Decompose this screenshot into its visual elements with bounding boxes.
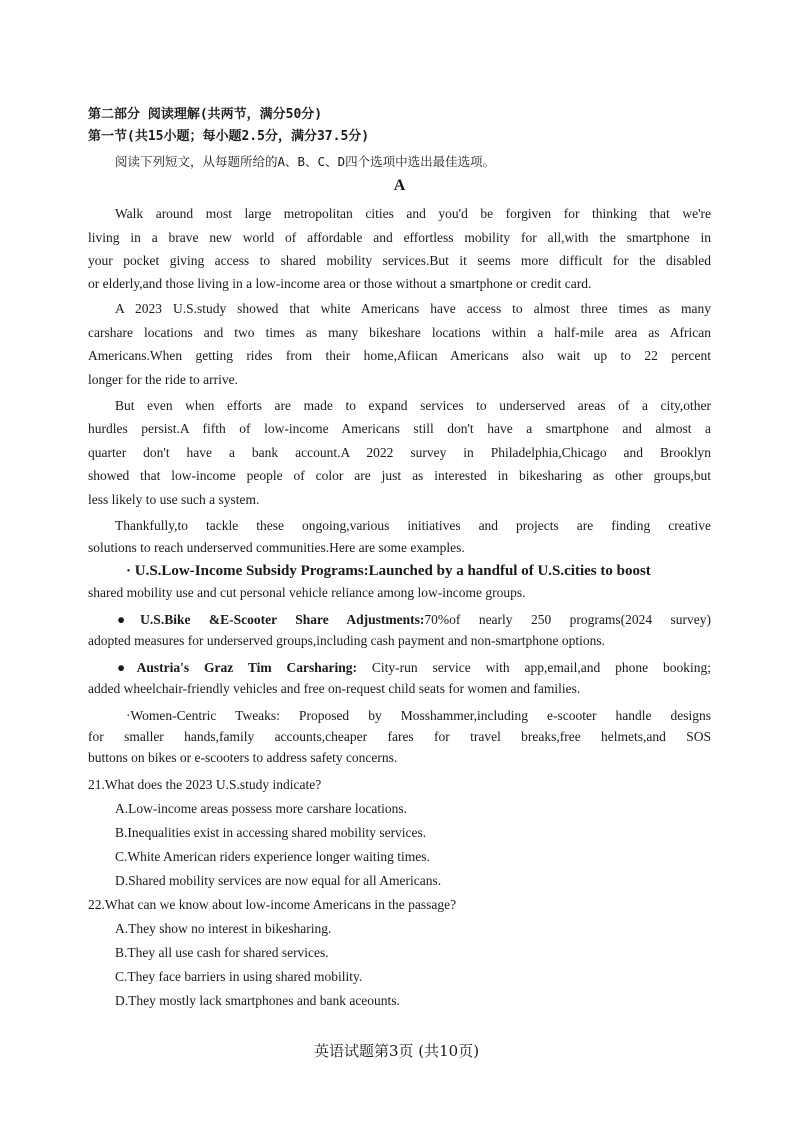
bullet-2-title: ●U.S.Bike &E-Scooter Share Adjustments: (117, 612, 425, 627)
bullet-4-line-1: ·Women-Centric Tweaks: Proposed by Mosshammer,including e-scooter handle designs (126, 708, 711, 723)
paragraph-2-line-1: A 2023 U.S.study showed that white Americans have access to almost three times as many (115, 301, 711, 316)
bullet-4-line-3: buttons on bikes or e-scooters to address safety concerns. (88, 750, 398, 765)
bullet-4-line-2: for smaller hands,family accounts,cheaper fares for travel breaks,free helmets,and SOS (88, 729, 711, 744)
bullet-3-text: City-run service with app,email,and phone booking; (357, 660, 712, 675)
question-21-stem: 21.What does the 2023 U.S.study indicate? (88, 777, 322, 792)
paragraph-3-line-3: quarter don't have a bank account.A 2022 survey in Philadelphia,Chicago and Brooklyn (88, 445, 711, 460)
bullet-3-line-1 (88, 659, 711, 677)
page-footer: 英语试题第3页 (共10页) (313, 1042, 480, 1060)
paragraph-2-line-3: Americans.When getting rides from their home,Afiican Americans also wait up to 22 percent (88, 348, 711, 363)
paragraph-3-line-1: But even when efforts are made to expand services to underserved areas of a city,other (115, 398, 711, 413)
paragraph-3-line-5: less likely to use such a system. (88, 492, 260, 507)
section-subtitle: 第一节(共15小题；每小题2.5分，满分37.5分) (88, 129, 370, 144)
bullet-3-line-2: added wheelchair-friendly vehicles and free on-request child seats for women and families. (88, 681, 581, 696)
question-22-option-a: A.They show no interest in bikesharing. (115, 921, 332, 936)
question-22-option-d: D.They mostly lack smartphones and bank aceounts. (115, 993, 400, 1008)
bullet-3-title: ●Austria's Graz Tim Carsharing: (117, 660, 358, 675)
question-21-option-a: A.Low-income areas possess more carshare locations. (115, 801, 408, 816)
paragraph-1-line-2: living in a brave new world of affordable and effortless mobility for all,with the smartphone in (88, 230, 711, 245)
question-22-stem: 22.What can we know about low-income Americans in the passage? (88, 897, 457, 912)
bullet-2-text: 70%of nearly 250 programs(2024 survey) (424, 612, 711, 627)
passage-label: A (393, 177, 406, 194)
bullet-1-line-2: shared mobility use and cut personal vehicle reliance among low-income groups. (88, 585, 526, 600)
paragraph-4-line-2: solutions to reach underserved communities.Here are some examples. (88, 540, 465, 555)
paragraph-4-line-1: Thankfully,to tackle these ongoing,various initiatives and projects are finding creative (115, 518, 711, 533)
paragraph-2-line-4: longer for the ride to arrive. (88, 372, 238, 387)
paragraph-1-line-3: your pocket giving access to shared mobility services.But it seems more difficult for the disabled (88, 253, 711, 268)
bullet-2-line-1 (88, 611, 711, 629)
bullet-2-line-2: adopted measures for underserved groups,including cash payment and non-smartphone options. (88, 633, 605, 648)
question-22-option-b: B.They all use cash for shared services. (115, 945, 329, 960)
question-21-option-c: C.White American riders experience longer waiting times. (115, 849, 430, 864)
instruction-text: 阅读下列短文，从每题所给的A、B、C、D四个选项中选出最佳选项。 (115, 154, 496, 169)
paragraph-1-line-4: or elderly,and those living in a low-income area or those without a smartphone or credit card. (88, 276, 592, 291)
question-21-option-d: D.Shared mobility services are now equal for all Americans. (115, 873, 442, 888)
question-22-option-c: C.They face barriers in using shared mobility. (115, 969, 363, 984)
paragraph-1-line-1: Walk around most large metropolitan cities and you'd be forgiven for thinking that we're (115, 206, 711, 221)
question-21-option-b: B.Inequalities exist in accessing shared mobility services. (115, 825, 427, 840)
part-title: 第二部分 阅读理解(共两节，满分50分) (88, 107, 323, 122)
paragraph-3-line-2: hurdles persist.A fifth of low-income Americans still don't have a smartphone and almost a (88, 421, 711, 436)
paragraph-2-line-2: carshare locations and two times as many bikeshare locations within a half-mile area as African (88, 325, 711, 340)
bullet-1-title: · U.S.Low-Income Subsidy Programs:Launched by a handful of U.S.cities to boost (126, 563, 651, 579)
paragraph-3-line-4: showed that low-income people of color are just as interested in bikesharing as other groups,but (88, 468, 711, 483)
